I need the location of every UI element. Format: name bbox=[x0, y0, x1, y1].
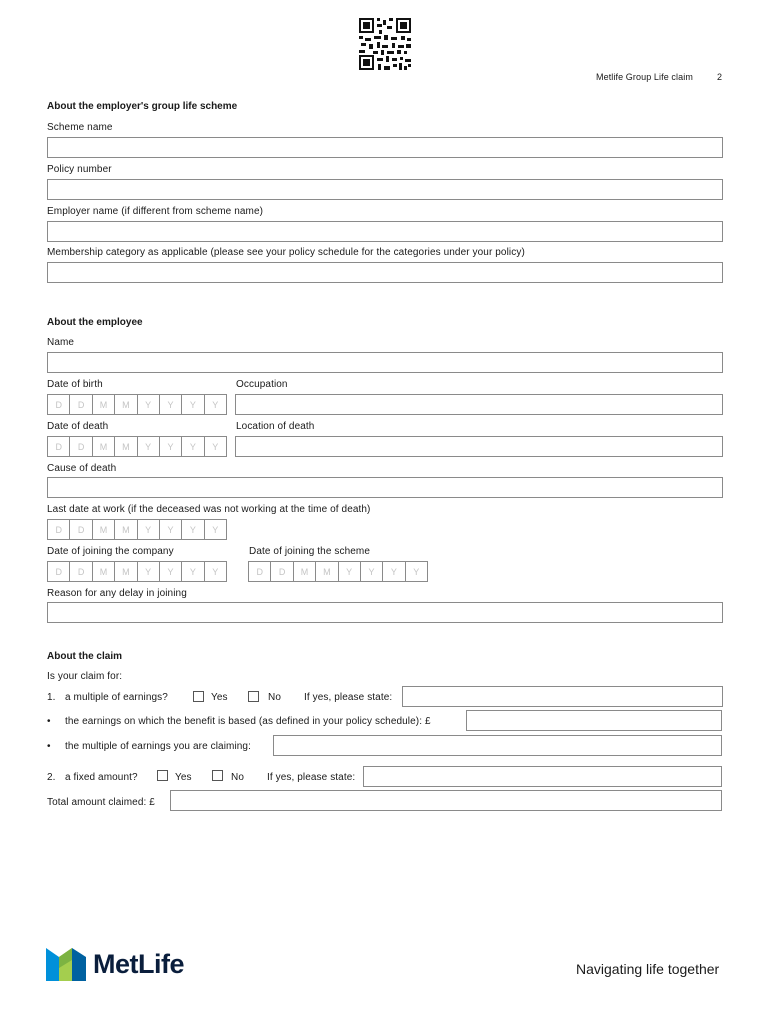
dod-label: Date of death bbox=[47, 421, 109, 432]
earnings-basis-input[interactable] bbox=[466, 710, 722, 731]
date-cell[interactable]: D bbox=[70, 437, 92, 456]
dob-label: Date of birth bbox=[47, 379, 103, 390]
date-cell[interactable]: Y bbox=[160, 437, 182, 456]
occupation-label: Occupation bbox=[236, 379, 288, 390]
date-cell[interactable]: Y bbox=[383, 562, 405, 581]
q1-no-label: No bbox=[268, 692, 281, 703]
q2-no-checkbox[interactable] bbox=[212, 770, 223, 781]
date-cell[interactable]: D bbox=[48, 395, 70, 414]
earnings-basis-label: the earnings on which the benefit is based (as defined in your policy schedule): £ bbox=[65, 716, 431, 727]
multiple-claiming-input[interactable] bbox=[273, 735, 722, 756]
date-cell[interactable]: Y bbox=[160, 562, 182, 581]
membership-category-input[interactable] bbox=[47, 262, 723, 283]
q2-label: a fixed amount? bbox=[65, 772, 138, 783]
date-cell[interactable]: Y bbox=[138, 562, 160, 581]
total-amount-input[interactable] bbox=[170, 790, 722, 811]
q1-if-yes-label: If yes, please state: bbox=[304, 692, 393, 703]
date-joining-company-input[interactable] bbox=[47, 561, 227, 582]
date-cell[interactable]: D bbox=[70, 520, 92, 539]
cause-of-death-label: Cause of death bbox=[47, 463, 117, 474]
multiple-claiming-label: the multiple of earnings you are claiming: bbox=[65, 741, 251, 752]
date-cell[interactable]: Y bbox=[339, 562, 361, 581]
employer-section-heading: About the employer's group life scheme bbox=[47, 101, 238, 112]
date-cell[interactable]: M bbox=[294, 562, 316, 581]
total-amount-label: Total amount claimed: £ bbox=[47, 797, 155, 808]
reason-delay-input[interactable] bbox=[47, 602, 723, 623]
policy-number-label: Policy number bbox=[47, 164, 112, 175]
date-cell[interactable]: Y bbox=[212, 399, 219, 410]
date-cell[interactable]: Y bbox=[160, 520, 182, 539]
date-cell[interactable]: Y bbox=[212, 441, 219, 452]
date-cell[interactable]: Y bbox=[138, 520, 160, 539]
date-cell[interactable]: M bbox=[93, 520, 115, 539]
date-cell[interactable]: D bbox=[271, 562, 293, 581]
date-cell[interactable]: M bbox=[316, 562, 338, 581]
metlife-logo-icon bbox=[46, 948, 86, 981]
date-joining-company-label: Date of joining the company bbox=[47, 546, 174, 557]
date-cell[interactable]: M bbox=[115, 562, 137, 581]
q2-yes-checkbox[interactable] bbox=[157, 770, 168, 781]
membership-category-label: Membership category as applicable (please see your policy schedule for the categories under your policy) bbox=[47, 247, 525, 258]
name-input[interactable] bbox=[47, 352, 723, 373]
dob-input[interactable] bbox=[47, 394, 227, 415]
cause-of-death-input[interactable] bbox=[47, 477, 723, 498]
q1-yes-checkbox[interactable] bbox=[193, 691, 204, 702]
tagline: Navigating life together bbox=[576, 961, 720, 977]
date-cell[interactable]: Y bbox=[182, 520, 204, 539]
date-cell[interactable]: D bbox=[48, 562, 70, 581]
doc-title: Metlife Group Life claim bbox=[596, 72, 693, 82]
page-number: 2 bbox=[717, 72, 723, 82]
q2-if-yes-label: If yes, please state: bbox=[267, 772, 356, 783]
q1-yes-label: Yes bbox=[211, 692, 228, 703]
q2-number: 2. bbox=[47, 772, 56, 783]
dod-input[interactable] bbox=[47, 436, 227, 457]
date-cell[interactable]: Y bbox=[182, 562, 204, 581]
date-cell[interactable]: Y bbox=[182, 437, 204, 456]
q2-no-label: No bbox=[231, 772, 244, 783]
date-cell[interactable]: Y bbox=[212, 566, 219, 577]
q1-label: a multiple of earnings? bbox=[65, 692, 168, 703]
bullet-multiple: • bbox=[47, 741, 51, 752]
date-cell[interactable]: Y bbox=[212, 524, 219, 535]
last-date-at-work-input[interactable] bbox=[47, 519, 227, 540]
date-cell[interactable]: M bbox=[93, 437, 115, 456]
date-cell[interactable]: M bbox=[115, 520, 137, 539]
date-cell[interactable]: Y bbox=[413, 566, 420, 577]
date-joining-scheme-input[interactable] bbox=[248, 561, 428, 582]
employee-section-heading: About the employee bbox=[47, 317, 143, 328]
reason-delay-label: Reason for any delay in joining bbox=[47, 588, 187, 599]
employer-name-label: Employer name (if different from scheme name) bbox=[47, 206, 264, 217]
date-cell[interactable]: Y bbox=[160, 395, 182, 414]
q2-yes-label: Yes bbox=[175, 772, 192, 783]
bullet-earnings: • bbox=[47, 716, 51, 727]
q1-number: 1. bbox=[47, 692, 56, 703]
scheme-name-label: Scheme name bbox=[47, 122, 113, 133]
claim-intro: Is your claim for: bbox=[47, 671, 123, 682]
date-cell[interactable]: D bbox=[48, 520, 70, 539]
claim-section-heading: About the claim bbox=[47, 651, 123, 662]
date-cell[interactable]: D bbox=[48, 437, 70, 456]
location-of-death-label: Location of death bbox=[236, 421, 315, 432]
date-cell[interactable]: D bbox=[70, 562, 92, 581]
last-date-at-work-label: Last date at work (if the deceased was not working at the time of death) bbox=[47, 504, 371, 515]
qr-code bbox=[359, 18, 411, 70]
date-cell[interactable]: M bbox=[115, 395, 137, 414]
metlife-logo-text: MetLife bbox=[93, 949, 184, 979]
date-cell[interactable]: Y bbox=[138, 395, 160, 414]
scheme-name-input[interactable] bbox=[47, 137, 723, 158]
date-cell[interactable]: D bbox=[70, 395, 92, 414]
q1-if-yes-input[interactable] bbox=[402, 686, 723, 707]
employer-name-input[interactable] bbox=[47, 221, 723, 242]
occupation-input[interactable] bbox=[235, 394, 723, 415]
date-cell[interactable]: M bbox=[93, 395, 115, 414]
name-label: Name bbox=[47, 337, 75, 348]
date-cell[interactable]: Y bbox=[182, 395, 204, 414]
date-cell[interactable]: Y bbox=[361, 562, 383, 581]
date-joining-scheme-label: Date of joining the scheme bbox=[249, 546, 371, 557]
q2-if-yes-input[interactable] bbox=[363, 766, 722, 787]
date-cell[interactable]: D bbox=[249, 562, 271, 581]
q1-no-checkbox[interactable] bbox=[248, 691, 259, 702]
date-cell[interactable]: M bbox=[93, 562, 115, 581]
policy-number-input[interactable] bbox=[47, 179, 723, 200]
date-cell[interactable]: Y bbox=[138, 437, 160, 456]
location-of-death-input[interactable] bbox=[235, 436, 723, 457]
date-cell[interactable]: M bbox=[115, 437, 137, 456]
